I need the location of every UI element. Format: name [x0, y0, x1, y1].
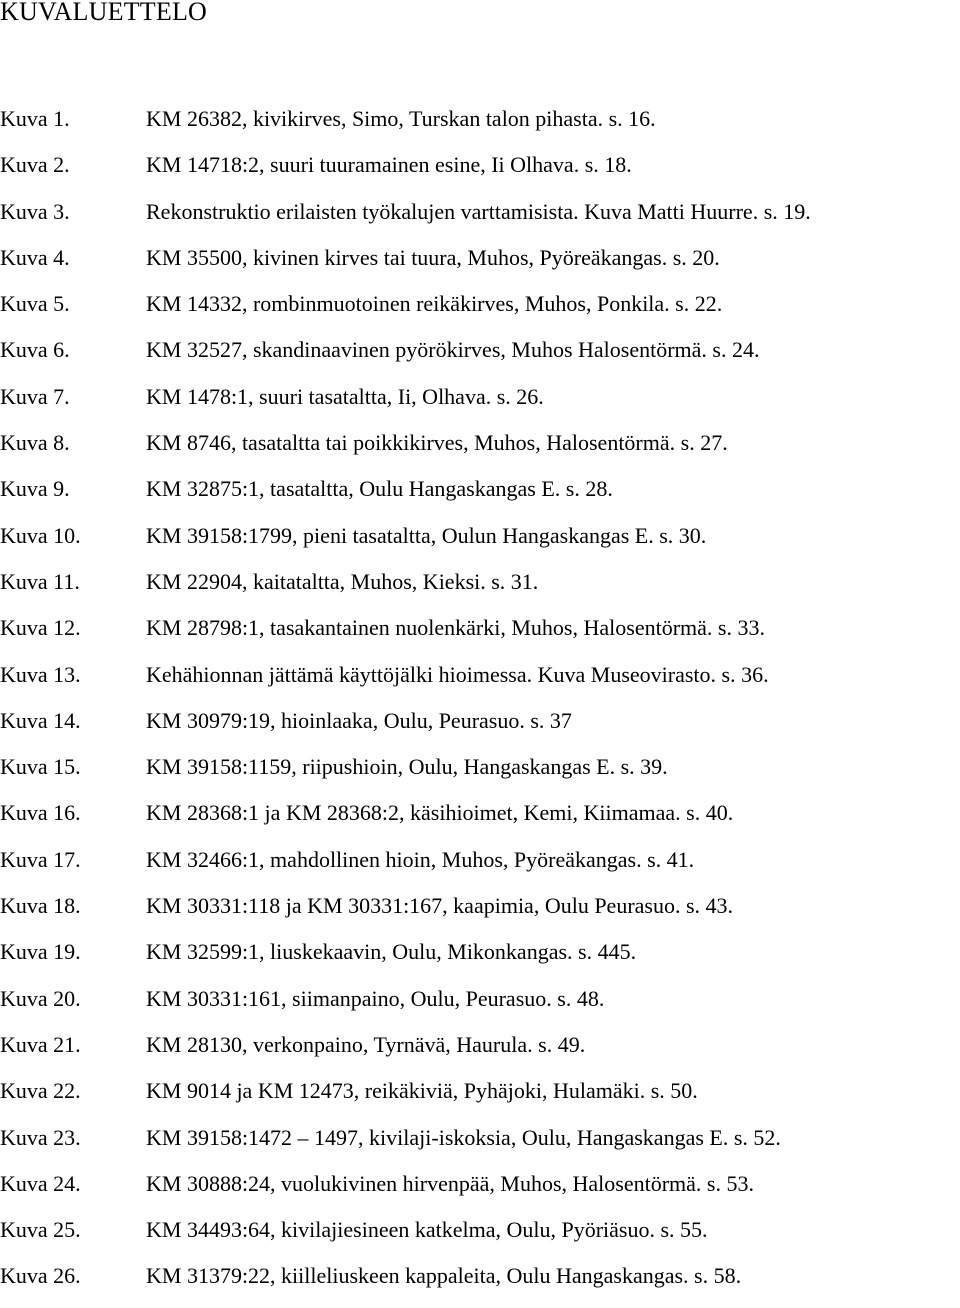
figure-number-label: Kuva 3.: [0, 198, 70, 224]
figure-list-item: [0, 150, 960, 196]
figure-list-item: [0, 567, 960, 613]
figure-number-label: Kuva 7.: [0, 383, 70, 409]
figure-number-label: Kuva 17.: [0, 846, 81, 872]
figure-list-item: [0, 335, 960, 381]
figure-caption-text: KM 39158:1472 – 1497, kivilaji-iskoksia, Oulu, Hangaskangas E. s. 52.: [146, 1124, 781, 1150]
figure-caption-text: KM 9014 ja KM 12473, reikäkiviä, Pyhäjoki, Hulamäki. s. 50.: [146, 1078, 698, 1104]
figure-number-label: Kuva 24.: [0, 1170, 81, 1196]
figure-caption-text: Rekonstruktio erilaisten työkalujen varttamisista. Kuva Matti Huurre. s. 19.: [146, 198, 811, 224]
figure-caption-text: KM 22904, kaitataltta, Muhos, Kieksi. s. 31.: [146, 568, 539, 594]
figure-number-label: Kuva 8.: [0, 430, 70, 456]
figure-caption-text: KM 28798:1, tasakantainen nuolenkärki, Muhos, Halosentörmä. s. 33.: [146, 615, 765, 641]
figure-number-label: Kuva 19.: [0, 939, 81, 965]
figure-caption-text: KM 14332, rombinmuotoinen reikäkirves, Muhos, Ponkila. s. 22.: [146, 291, 723, 317]
figure-number-label: Kuva 16.: [0, 800, 81, 826]
figure-caption-text: KM 26382, kivikirves, Simo, Turskan talon pihasta. s. 16.: [146, 106, 656, 131]
figure-number-label: Kuva 25.: [0, 1217, 81, 1243]
figure-list: [0, 104, 960, 1308]
figure-list-item: [0, 1123, 960, 1169]
figure-number-label: Kuva 26.: [0, 1263, 81, 1289]
figure-number-label: Kuva 21.: [0, 1031, 81, 1057]
figure-list-item: [0, 1261, 960, 1307]
figure-caption-text: KM 32599:1, liuskekaavin, Oulu, Mikonkangas. s. 445.: [146, 939, 637, 965]
figure-caption-text: KM 30888:24, vuolukivinen hirvenpää, Muhos, Halosentörmä. s. 53.: [146, 1170, 754, 1196]
figure-number-label: Kuva 15.: [0, 754, 81, 780]
figure-list-item: [0, 752, 960, 798]
figure-list-item: [0, 243, 960, 289]
figure-number-label: Kuva 18.: [0, 893, 81, 919]
figure-caption-text: KM 30331:118 ja KM 30331:167, kaapimia, Oulu Peurasuo. s. 43.: [146, 893, 734, 919]
figure-caption-text: KM 8746, tasataltta tai poikkikirves, Muhos, Halosentörmä. s. 27.: [146, 430, 728, 456]
figure-number-label: Kuva 13.: [0, 661, 81, 687]
figure-caption-text: KM 39158:1159, riipushioin, Oulu, Hangaskangas E. s. 39.: [146, 754, 668, 780]
figure-list-item: [0, 1169, 960, 1215]
figure-number-label: Kuva 4.: [0, 244, 70, 270]
figure-list-item: [0, 1076, 960, 1122]
figure-list-item: [0, 613, 960, 659]
figure-caption-text: KM 39158:1799, pieni tasataltta, Oulun Hangaskangas E. s. 30.: [146, 522, 707, 548]
figure-list-item: [0, 104, 960, 150]
figure-caption-text: Kehähionnan jättämä käyttöjälki hioimessa. Kuva Museovirasto. s. 36.: [146, 661, 769, 687]
figure-number-label: Kuva 10.: [0, 522, 81, 548]
figure-list-item: [0, 521, 960, 567]
figure-caption-text: KM 28130, verkonpaino, Tyrnävä, Haurula. s. 49.: [146, 1031, 586, 1057]
figure-list-item: [0, 798, 960, 844]
figure-list-item: [0, 984, 960, 1030]
figure-list-item: [0, 706, 960, 752]
figure-number-label: Kuva 1.: [0, 106, 70, 131]
figure-caption-text: KM 32466:1, mahdollinen hioin, Muhos, Pyöreäkangas. s. 41.: [146, 846, 695, 872]
figure-caption-text: KM 34493:64, kivilajiesineen katkelma, Oulu, Pyöriäsuo. s. 55.: [146, 1217, 708, 1243]
figure-number-label: Kuva 14.: [0, 707, 81, 733]
figure-number-label: Kuva 9.: [0, 476, 70, 502]
figure-caption-text: KM 30331:161, siimanpaino, Oulu, Peurasuo. s. 48.: [146, 985, 605, 1011]
figure-number-label: Kuva 20.: [0, 985, 81, 1011]
page-heading: KUVALUETTELO: [0, 0, 207, 26]
figure-caption-text: KM 14718:2, suuri tuuramainen esine, Ii Olhava. s. 18.: [146, 152, 632, 178]
figure-list-item: [0, 1030, 960, 1076]
figure-number-label: Kuva 12.: [0, 615, 81, 641]
figure-number-label: Kuva 22.: [0, 1078, 81, 1104]
figure-number-label: Kuva 6.: [0, 337, 70, 363]
figure-list-item: [0, 660, 960, 706]
figure-list-item: [0, 382, 960, 428]
figure-list-item: [0, 428, 960, 474]
figure-list-item: [0, 937, 960, 983]
figure-caption-text: KM 30979:19, hioinlaaka, Oulu, Peurasuo. s. 37: [146, 707, 572, 733]
figure-number-label: Kuva 2.: [0, 152, 70, 178]
figure-number-label: Kuva 23.: [0, 1124, 81, 1150]
figure-number-label: Kuva 5.: [0, 291, 70, 317]
figure-caption-text: KM 32875:1, tasataltta, Oulu Hangaskangas E. s. 28.: [146, 476, 613, 502]
figure-caption-text: KM 31379:22, kiilleliuskeen kappaleita, Oulu Hangaskangas. s. 58.: [146, 1263, 742, 1289]
figure-list-item: [0, 845, 960, 891]
figure-caption-text: KM 35500, kivinen kirves tai tuura, Muhos, Pyöreäkangas. s. 20.: [146, 244, 720, 270]
figure-list-item: [0, 891, 960, 937]
figure-caption-text: KM 28368:1 ja KM 28368:2, käsihioimet, Kemi, Kiimamaa. s. 40.: [146, 800, 734, 826]
figure-number-label: Kuva 11.: [0, 568, 80, 594]
figure-list-item: [0, 1215, 960, 1261]
figure-caption-text: KM 32527, skandinaavinen pyörökirves, Muhos Halosentörmä. s. 24.: [146, 337, 760, 363]
figure-caption-text: KM 1478:1, suuri tasataltta, Ii, Olhava. s. 26.: [146, 383, 544, 409]
figure-list-item: [0, 289, 960, 335]
figure-list-item: [0, 197, 960, 243]
figure-list-item: [0, 474, 960, 520]
